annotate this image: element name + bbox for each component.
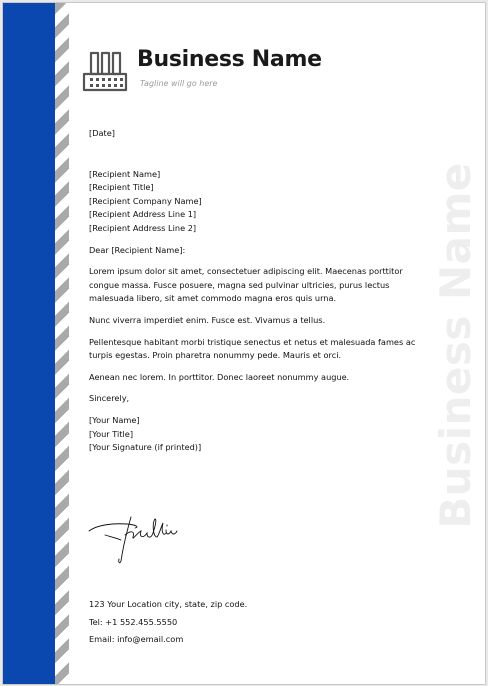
paragraph: Pellentesque habitant morbi tristique senectus et netus et malesuada fames ac turpis egestas. Proin pharetra nonummy pede. Mauris et orci. xyxy=(89,336,416,361)
tagline: Tagline will go here xyxy=(140,79,218,88)
contact-footer xyxy=(89,596,389,649)
footer-email: Email: info@email.com xyxy=(89,634,184,644)
handwritten-signature xyxy=(87,513,187,568)
recipient-name: [Recipient Name] xyxy=(89,168,161,179)
sender-block xyxy=(89,414,429,455)
paragraph: Nunc viverra imperdiet enim. Fusce est. Vivamus a tellus. xyxy=(89,314,326,325)
recipient-title: [Recipient Title] xyxy=(89,182,154,193)
footer-phone: Tel: +1 552.455.5550 xyxy=(89,616,178,627)
paragraph: Lorem ipsum dolor sit amet, consectetuer adipiscing elit. Maecenas porttitor congue massa. Fusce posuere, magna sed pulvinar ultricies, purus lectus malesuada libero, sit amet commodo magna eros quis urna. xyxy=(89,266,403,304)
letter-body xyxy=(89,127,429,455)
recipient-address-1: [Recipient Address Line 1] xyxy=(89,209,197,220)
letter-date: [Date] xyxy=(89,128,115,138)
sender-signature-note: [Your Signature (if printed)] xyxy=(89,442,202,453)
closing: Sincerely, xyxy=(89,393,130,404)
recipient-address-2: [Recipient Address Line 2] xyxy=(89,222,197,233)
recipient-company: [Recipient Company Name] xyxy=(89,195,202,206)
factory-icon xyxy=(81,47,129,93)
sender-name: [Your Name] xyxy=(89,414,140,425)
salutation: Dear [Recipient Name]: xyxy=(89,244,186,255)
paragraph: Aenean nec lorem. In porttitor. Donec laoreet nonummy augue. xyxy=(89,371,350,382)
watermark-text: Business Name xyxy=(430,161,480,529)
footer-address: 123 Your Location city, state, zip code. xyxy=(89,599,248,609)
recipient-block xyxy=(89,168,429,236)
sender-title: [Your Title] xyxy=(89,428,134,439)
left-accent-band xyxy=(3,3,55,684)
diagonal-stripe-border xyxy=(55,3,69,684)
business-name: Business Name xyxy=(137,47,322,72)
letterhead-page xyxy=(2,2,486,685)
